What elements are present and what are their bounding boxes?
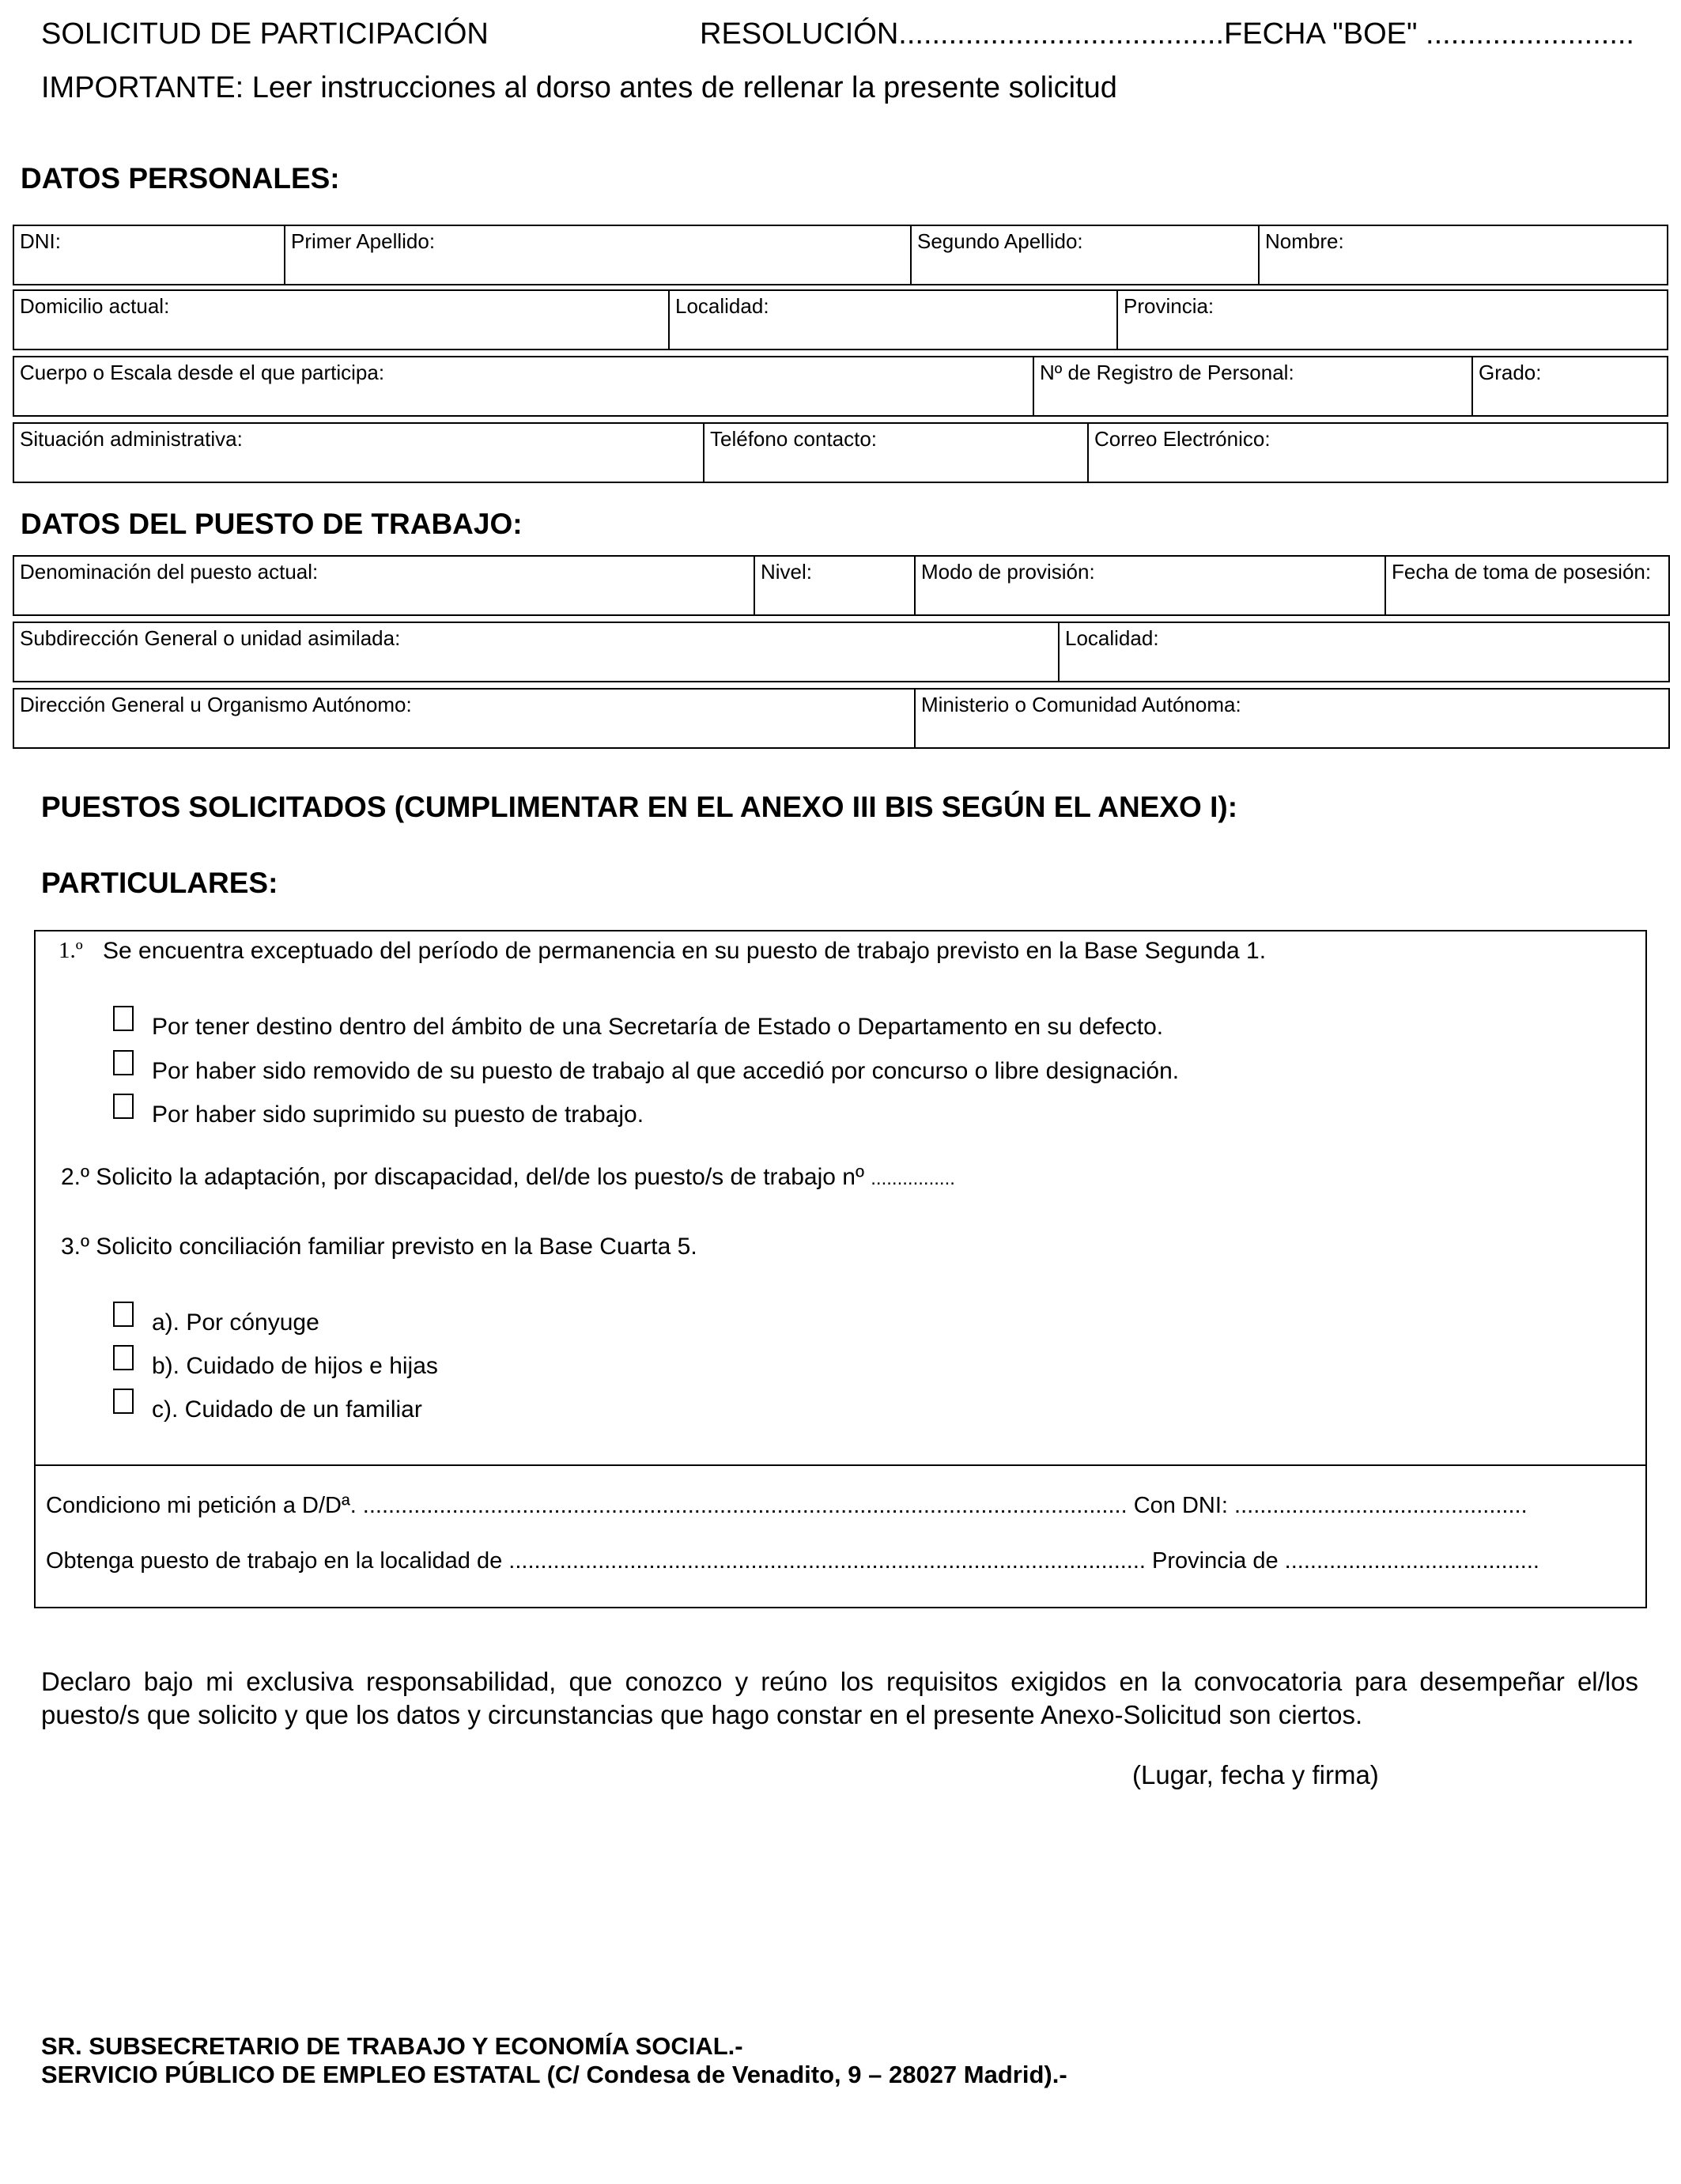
datos-puesto-row1 (13, 555, 1670, 616)
field-direccion-general[interactable]: Dirección General u Organismo Autónomo: (13, 689, 915, 748)
datos-puesto-row2 (13, 622, 1670, 682)
field-fecha-posesion[interactable]: Fecha de toma de posesión: (1385, 556, 1669, 615)
checkbox-familiar[interactable] (113, 1389, 134, 1414)
item1-option-3: Por haber sido suprimido su puesto de trabajo. (152, 1101, 644, 1128)
item1-option-1: Por tener destino dentro del ámbito de una Secretaría de Estado o Departamento en su defecto. (152, 1014, 1164, 1040)
field-grado[interactable]: Grado: (1472, 357, 1668, 416)
item3-option-a: a). Por cónyuge (152, 1309, 319, 1336)
item2-text (61, 1164, 955, 1191)
checkbox-hijos[interactable] (113, 1345, 134, 1370)
field-segundo-apellido[interactable]: Segundo Apellido: (911, 225, 1259, 285)
field-correo[interactable]: Correo Electrónico: (1088, 423, 1668, 482)
checkbox-removido[interactable] (113, 1050, 134, 1075)
field-domicilio[interactable]: Domicilio actual: (13, 290, 669, 350)
item3-text: 3.º Solicito conciliación familiar previsto en la Base Cuarta 5. (61, 1234, 697, 1260)
item3-option-c: c). Cuidado de un familiar (152, 1396, 422, 1423)
field-dni[interactable]: DNI: (13, 225, 285, 285)
field-telefono[interactable]: Teléfono contacto: (704, 423, 1088, 482)
item1-text: Se encuentra exceptuado del período de permanencia en su puesto de trabajo previsto en la Base Segunda 1. (103, 938, 1267, 964)
field-localidad[interactable]: Localidad: (669, 290, 1117, 350)
field-nombre[interactable]: Nombre: (1259, 225, 1668, 285)
datos-personales-heading: DATOS PERSONALES: (21, 162, 340, 195)
field-modo-provision[interactable]: Modo de provisión: (915, 556, 1385, 615)
field-primer-apellido[interactable]: Primer Apellido: (285, 225, 911, 285)
form-title: SOLICITUD DE PARTICIPACIÓN (41, 17, 489, 51)
item3-option-b: b). Cuidado de hijos e hijas (152, 1353, 438, 1379)
obtenga-line[interactable]: Obtenga puesto de trabajo en la localidad de .................................................................................................... Provincia de ........................................ (46, 1548, 1539, 1574)
item2-dots[interactable]: ................ (871, 1168, 955, 1189)
footer-destinatario: SR. SUBSECRETARIO DE TRABAJO Y ECONOMÍA SOCIAL.- (41, 2032, 743, 2060)
importante-note: IMPORTANTE: Leer instrucciones al dorso antes de rellenar la presente solicitud (41, 71, 1117, 104)
condiciono-line[interactable]: Condiciono mi petición a D/Dª. ........................................................................................................................ Con DNI: .............................................. (46, 1493, 1528, 1518)
firma-label: (Lugar, fecha y firma) (1132, 1760, 1379, 1789)
checkbox-destino-secretaria[interactable] (113, 1006, 134, 1031)
particulares-divider (34, 1464, 1647, 1466)
field-ministerio[interactable]: Ministerio o Comunidad Autónoma: (915, 689, 1669, 748)
field-cuerpo-escala[interactable]: Cuerpo o Escala desde el que participa: (13, 357, 1033, 416)
datos-puesto-heading: DATOS DEL PUESTO DE TRABAJO: (21, 508, 523, 540)
item1-option-2: Por haber sido removido de su puesto de trabajo al que accedió por concurso o libre designación. (152, 1058, 1180, 1084)
field-registro-personal[interactable]: Nº de Registro de Personal: (1033, 357, 1472, 416)
resolucion-line: RESOLUCIÓN.......................................FECHA "BOE" ......................... (700, 17, 1634, 51)
checkbox-suprimido[interactable] (113, 1094, 134, 1119)
field-denominacion-puesto[interactable]: Denominación del puesto actual: (13, 556, 754, 615)
datos-personales-row1 (13, 225, 1668, 285)
field-situacion-administrativa[interactable]: Situación administrativa: (13, 423, 704, 482)
item1-number: 1.º (59, 938, 83, 963)
datos-personales-row2 (13, 289, 1668, 350)
datos-personales-row3 (13, 356, 1668, 417)
particulares-heading: PARTICULARES: (41, 867, 278, 899)
datos-puesto-row3 (13, 688, 1670, 749)
puestos-solicitados-heading: PUESTOS SOLICITADOS (CUMPLIMENTAR EN EL ANEXO III BIS SEGÚN EL ANEXO I): (41, 791, 1238, 823)
checkbox-conyuge[interactable] (113, 1302, 134, 1327)
datos-personales-row4 (13, 422, 1668, 483)
field-nivel[interactable]: Nivel: (754, 556, 915, 615)
field-subdireccion[interactable]: Subdirección General o unidad asimilada: (13, 622, 1059, 682)
field-puesto-localidad[interactable]: Localidad: (1059, 622, 1669, 682)
declaracion-text: Declaro bajo mi exclusiva responsabilidad, que conozco y reúno los requisitos exigidos en la convocatoria para desempeñar el/los puesto/s que solicito y que los datos y circunstancias que hago constar en el presente Anexo-Solicitud son ciertos. (41, 1667, 1638, 1729)
field-provincia[interactable]: Provincia: (1117, 290, 1668, 350)
footer-direccion: SERVICIO PÚBLICO DE EMPLEO ESTATAL (C/ Condesa de Venadito, 9 – 28027 Madrid).- (41, 2061, 1067, 2088)
item2-label: 2.º Solicito la adaptación, por discapacidad, del/de los puesto/s de trabajo nº (61, 1164, 864, 1190)
